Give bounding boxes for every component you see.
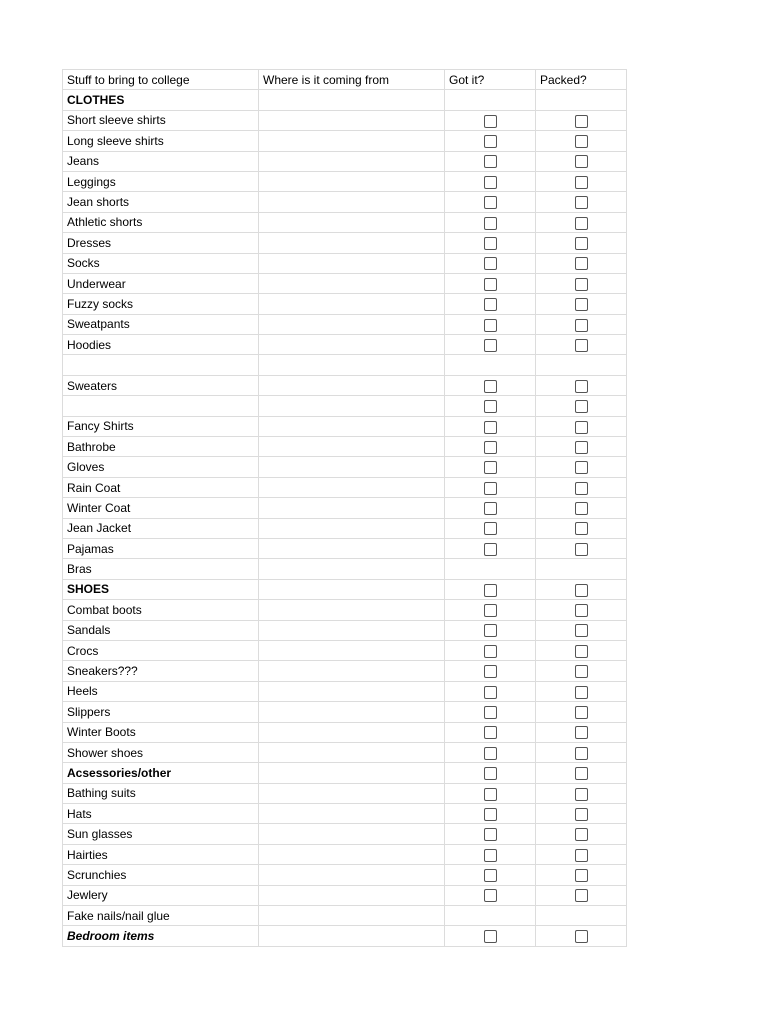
source-cell[interactable] (259, 90, 445, 110)
table-row (63, 477, 627, 497)
item-cell[interactable]: Socks (63, 253, 259, 273)
packed-cell[interactable] (536, 518, 627, 538)
got-checkbox[interactable] (484, 278, 497, 291)
packed-cell[interactable] (536, 90, 627, 110)
source-cell[interactable] (259, 722, 445, 742)
got-checkbox[interactable] (484, 421, 497, 434)
got-cell[interactable] (445, 926, 536, 946)
table-row (63, 110, 627, 130)
packed-checkbox[interactable] (575, 502, 588, 515)
got-cell[interactable] (445, 865, 536, 885)
got-cell[interactable] (445, 396, 536, 416)
got-cell[interactable] (445, 681, 536, 701)
source-cell[interactable] (259, 906, 445, 926)
item-cell[interactable]: Hairties (63, 844, 259, 864)
packed-cell[interactable] (536, 151, 627, 171)
packed-cell[interactable] (536, 477, 627, 497)
item-cell[interactable]: Sweaters (63, 375, 259, 395)
source-cell[interactable] (259, 355, 445, 375)
got-checkbox[interactable] (484, 788, 497, 801)
got-checkbox[interactable] (484, 726, 497, 739)
packed-checkbox[interactable] (575, 747, 588, 760)
got-checkbox[interactable] (484, 502, 497, 515)
table-row (63, 579, 627, 599)
got-cell[interactable] (445, 273, 536, 293)
source-cell[interactable] (259, 926, 445, 946)
packed-cell[interactable] (536, 661, 627, 681)
packed-checkbox[interactable] (575, 522, 588, 535)
packed-cell[interactable] (536, 885, 627, 905)
item-cell[interactable]: Fake nails/nail glue (63, 906, 259, 926)
header-source[interactable]: Where is it coming from (259, 70, 445, 90)
packed-cell[interactable] (536, 335, 627, 355)
got-checkbox[interactable] (484, 686, 497, 699)
packed-checkbox[interactable] (575, 237, 588, 250)
packed-checkbox[interactable] (575, 339, 588, 352)
packed-cell[interactable] (536, 763, 627, 783)
item-cell[interactable]: Fuzzy socks (63, 294, 259, 314)
table-row (63, 620, 627, 640)
packed-cell[interactable] (536, 294, 627, 314)
got-cell[interactable] (445, 335, 536, 355)
packed-checkbox[interactable] (575, 788, 588, 801)
packed-checkbox[interactable] (575, 135, 588, 148)
table-row (63, 906, 627, 926)
got-checkbox[interactable] (484, 767, 497, 780)
got-checkbox[interactable] (484, 604, 497, 617)
item-cell[interactable]: Jewlery (63, 885, 259, 905)
packed-cell[interactable] (536, 702, 627, 722)
item-cell[interactable]: Short sleeve shirts (63, 110, 259, 130)
item-cell[interactable]: Underwear (63, 273, 259, 293)
source-cell[interactable] (259, 681, 445, 701)
packed-checkbox[interactable] (575, 726, 588, 739)
source-cell[interactable] (259, 620, 445, 640)
packed-checkbox[interactable] (575, 686, 588, 699)
packed-checkbox[interactable] (575, 257, 588, 270)
item-cell[interactable]: Winter Boots (63, 722, 259, 742)
packed-checkbox[interactable] (575, 767, 588, 780)
packed-cell[interactable] (536, 437, 627, 457)
item-cell[interactable]: Hats (63, 804, 259, 824)
item-cell[interactable]: Dresses (63, 233, 259, 253)
got-checkbox[interactable] (484, 298, 497, 311)
table-row (63, 294, 627, 314)
packed-cell[interactable] (536, 253, 627, 273)
packed-cell[interactable] (536, 926, 627, 946)
packed-cell[interactable] (536, 131, 627, 151)
packed-checkbox[interactable] (575, 400, 588, 413)
packed-cell[interactable] (536, 171, 627, 191)
packed-checkbox[interactable] (575, 115, 588, 128)
table-row (63, 314, 627, 334)
got-checkbox[interactable] (484, 319, 497, 332)
packed-cell[interactable] (536, 783, 627, 803)
packed-checkbox[interactable] (575, 584, 588, 597)
got-checkbox[interactable] (484, 339, 497, 352)
packed-cell[interactable] (536, 804, 627, 824)
header-packed[interactable]: Packed? (536, 70, 627, 90)
source-cell[interactable] (259, 824, 445, 844)
packed-checkbox[interactable] (575, 441, 588, 454)
packed-checkbox[interactable] (575, 298, 588, 311)
packed-checkbox[interactable] (575, 217, 588, 230)
source-cell[interactable] (259, 844, 445, 864)
source-cell[interactable] (259, 437, 445, 457)
got-checkbox[interactable] (484, 196, 497, 209)
got-cell[interactable] (445, 437, 536, 457)
got-checkbox[interactable] (484, 645, 497, 658)
table-row (63, 90, 627, 110)
item-cell[interactable]: Bras (63, 559, 259, 579)
item-cell[interactable]: Bedroom items (63, 926, 259, 946)
got-checkbox[interactable] (484, 155, 497, 168)
packed-checkbox[interactable] (575, 808, 588, 821)
got-checkbox[interactable] (484, 217, 497, 230)
got-checkbox[interactable] (484, 461, 497, 474)
got-cell[interactable] (445, 559, 536, 579)
packed-cell[interactable] (536, 396, 627, 416)
table-row (63, 335, 627, 355)
packed-cell[interactable] (536, 375, 627, 395)
got-cell[interactable] (445, 824, 536, 844)
table-row (63, 151, 627, 171)
item-cell[interactable]: Bathing suits (63, 783, 259, 803)
table-row (63, 681, 627, 701)
source-cell[interactable] (259, 253, 445, 273)
item-cell[interactable]: Crocs (63, 640, 259, 660)
source-cell[interactable] (259, 865, 445, 885)
source-cell[interactable] (259, 375, 445, 395)
source-cell[interactable] (259, 171, 445, 191)
table-row (63, 661, 627, 681)
got-cell[interactable] (445, 498, 536, 518)
item-cell[interactable]: Slippers (63, 702, 259, 722)
item-cell[interactable]: Rain Coat (63, 477, 259, 497)
source-cell[interactable] (259, 151, 445, 171)
source-cell[interactable] (259, 538, 445, 558)
packed-checkbox[interactable] (575, 645, 588, 658)
table-row (63, 253, 627, 273)
table-row (63, 640, 627, 660)
got-cell[interactable] (445, 742, 536, 762)
source-cell[interactable] (259, 396, 445, 416)
got-cell[interactable] (445, 90, 536, 110)
got-checkbox[interactable] (484, 441, 497, 454)
packed-checkbox[interactable] (575, 665, 588, 678)
packing-list-table (62, 69, 627, 947)
packed-cell[interactable] (536, 559, 627, 579)
item-cell[interactable]: SHOES (63, 579, 259, 599)
packed-checkbox[interactable] (575, 461, 588, 474)
packed-cell[interactable] (536, 538, 627, 558)
item-cell[interactable]: Leggings (63, 171, 259, 191)
item-cell[interactable]: Combat boots (63, 600, 259, 620)
source-cell[interactable] (259, 804, 445, 824)
item-cell[interactable]: Winter Coat (63, 498, 259, 518)
table-row (63, 804, 627, 824)
item-cell[interactable]: Hoodies (63, 335, 259, 355)
got-cell[interactable] (445, 620, 536, 640)
item-cell[interactable] (63, 355, 259, 375)
packed-cell[interactable] (536, 233, 627, 253)
table-row (63, 131, 627, 151)
got-checkbox[interactable] (484, 380, 497, 393)
table-row (63, 742, 627, 762)
got-checkbox[interactable] (484, 543, 497, 556)
got-cell[interactable] (445, 314, 536, 334)
got-cell[interactable] (445, 518, 536, 538)
got-cell[interactable] (445, 702, 536, 722)
got-cell[interactable] (445, 294, 536, 314)
packed-cell[interactable] (536, 640, 627, 660)
table-row (63, 885, 627, 905)
source-cell[interactable] (259, 192, 445, 212)
packed-checkbox[interactable] (575, 176, 588, 189)
header-got[interactable]: Got it? (445, 70, 536, 90)
table-row (63, 171, 627, 191)
table-row (63, 763, 627, 783)
got-checkbox[interactable] (484, 400, 497, 413)
table-row (63, 437, 627, 457)
packed-cell[interactable] (536, 273, 627, 293)
source-cell[interactable] (259, 498, 445, 518)
packed-checkbox[interactable] (575, 604, 588, 617)
packed-checkbox[interactable] (575, 930, 588, 943)
packed-checkbox[interactable] (575, 624, 588, 637)
item-cell[interactable]: Gloves (63, 457, 259, 477)
table-row (63, 518, 627, 538)
item-cell[interactable]: Jeans (63, 151, 259, 171)
item-cell[interactable]: Scrunchies (63, 865, 259, 885)
got-cell[interactable] (445, 804, 536, 824)
packed-cell[interactable] (536, 110, 627, 130)
packed-cell[interactable] (536, 416, 627, 436)
got-checkbox[interactable] (484, 808, 497, 821)
table-row (63, 600, 627, 620)
item-cell[interactable]: Sandals (63, 620, 259, 640)
got-checkbox[interactable] (484, 176, 497, 189)
got-cell[interactable] (445, 253, 536, 273)
table-row (63, 375, 627, 395)
table-row (63, 233, 627, 253)
source-cell[interactable] (259, 335, 445, 355)
table-row (63, 844, 627, 864)
got-checkbox[interactable] (484, 624, 497, 637)
item-cell[interactable]: Sun glasses (63, 824, 259, 844)
got-cell[interactable] (445, 722, 536, 742)
table-row (63, 538, 627, 558)
packed-checkbox[interactable] (575, 155, 588, 168)
item-cell[interactable]: Fancy Shirts (63, 416, 259, 436)
got-checkbox[interactable] (484, 237, 497, 250)
packed-cell[interactable] (536, 579, 627, 599)
packed-checkbox[interactable] (575, 543, 588, 556)
source-cell[interactable] (259, 885, 445, 905)
packed-checkbox[interactable] (575, 849, 588, 862)
got-checkbox[interactable] (484, 257, 497, 270)
packed-cell[interactable] (536, 865, 627, 885)
packed-cell[interactable] (536, 457, 627, 477)
table-row (63, 396, 627, 416)
got-checkbox[interactable] (484, 482, 497, 495)
got-cell[interactable] (445, 477, 536, 497)
got-cell[interactable] (445, 906, 536, 926)
packed-checkbox[interactable] (575, 869, 588, 882)
got-cell[interactable] (445, 171, 536, 191)
got-cell[interactable] (445, 151, 536, 171)
table-row (63, 355, 627, 375)
got-checkbox[interactable] (484, 115, 497, 128)
source-cell[interactable] (259, 131, 445, 151)
item-cell[interactable]: Acsessories/other (63, 763, 259, 783)
got-checkbox[interactable] (484, 584, 497, 597)
got-cell[interactable] (445, 844, 536, 864)
packed-checkbox[interactable] (575, 706, 588, 719)
item-cell[interactable]: Sneakers??? (63, 661, 259, 681)
source-cell[interactable] (259, 518, 445, 538)
got-cell[interactable] (445, 600, 536, 620)
packed-checkbox[interactable] (575, 482, 588, 495)
got-cell[interactable] (445, 783, 536, 803)
packed-cell[interactable] (536, 906, 627, 926)
table-row (63, 926, 627, 946)
source-cell[interactable] (259, 661, 445, 681)
got-checkbox[interactable] (484, 930, 497, 943)
packed-cell[interactable] (536, 722, 627, 742)
got-cell[interactable] (445, 355, 536, 375)
got-cell[interactable] (445, 375, 536, 395)
packed-checkbox[interactable] (575, 889, 588, 902)
packed-checkbox[interactable] (575, 319, 588, 332)
packed-cell[interactable] (536, 192, 627, 212)
got-cell[interactable] (445, 457, 536, 477)
got-cell[interactable] (445, 110, 536, 130)
got-checkbox[interactable] (484, 889, 497, 902)
table-row (63, 212, 627, 232)
table-row (63, 498, 627, 518)
got-cell[interactable] (445, 233, 536, 253)
source-cell[interactable] (259, 742, 445, 762)
table-row (63, 783, 627, 803)
got-cell[interactable] (445, 640, 536, 660)
got-checkbox[interactable] (484, 522, 497, 535)
got-cell[interactable] (445, 538, 536, 558)
packed-cell[interactable] (536, 742, 627, 762)
got-checkbox[interactable] (484, 135, 497, 148)
source-cell[interactable] (259, 110, 445, 130)
item-cell[interactable]: Long sleeve shirts (63, 131, 259, 151)
table-row (63, 457, 627, 477)
item-cell[interactable]: Jean shorts (63, 192, 259, 212)
source-cell[interactable] (259, 212, 445, 232)
source-cell[interactable] (259, 783, 445, 803)
source-cell[interactable] (259, 559, 445, 579)
source-cell[interactable] (259, 457, 445, 477)
source-cell[interactable] (259, 294, 445, 314)
source-cell[interactable] (259, 416, 445, 436)
source-cell[interactable] (259, 763, 445, 783)
packed-cell[interactable] (536, 824, 627, 844)
item-cell[interactable]: Heels (63, 681, 259, 701)
packed-cell[interactable] (536, 600, 627, 620)
got-cell[interactable] (445, 885, 536, 905)
got-checkbox[interactable] (484, 706, 497, 719)
item-cell[interactable]: Sweatpants (63, 314, 259, 334)
packed-cell[interactable] (536, 314, 627, 334)
item-cell[interactable]: Athletic shorts (63, 212, 259, 232)
header-item[interactable]: Stuff to bring to college (63, 70, 259, 90)
got-checkbox[interactable] (484, 869, 497, 882)
got-cell[interactable] (445, 579, 536, 599)
packed-cell[interactable] (536, 212, 627, 232)
got-cell[interactable] (445, 192, 536, 212)
packed-checkbox[interactable] (575, 196, 588, 209)
packed-cell[interactable] (536, 498, 627, 518)
table-row (63, 273, 627, 293)
table-row (63, 192, 627, 212)
table-row (63, 559, 627, 579)
got-checkbox[interactable] (484, 849, 497, 862)
packed-cell[interactable] (536, 681, 627, 701)
got-checkbox[interactable] (484, 747, 497, 760)
packed-checkbox[interactable] (575, 421, 588, 434)
item-cell[interactable]: Shower shoes (63, 742, 259, 762)
got-cell[interactable] (445, 661, 536, 681)
source-cell[interactable] (259, 702, 445, 722)
got-cell[interactable] (445, 416, 536, 436)
item-cell[interactable]: Bathrobe (63, 437, 259, 457)
got-cell[interactable] (445, 763, 536, 783)
source-cell[interactable] (259, 273, 445, 293)
item-cell[interactable]: Pajamas (63, 538, 259, 558)
item-cell[interactable]: CLOTHES (63, 90, 259, 110)
source-cell[interactable] (259, 579, 445, 599)
packed-checkbox[interactable] (575, 380, 588, 393)
got-cell[interactable] (445, 131, 536, 151)
packed-cell[interactable] (536, 844, 627, 864)
table-row (63, 702, 627, 722)
item-cell[interactable] (63, 396, 259, 416)
source-cell[interactable] (259, 477, 445, 497)
source-cell[interactable] (259, 233, 445, 253)
got-checkbox[interactable] (484, 665, 497, 678)
table-row (63, 722, 627, 742)
packed-cell[interactable] (536, 620, 627, 640)
header-row (63, 70, 627, 90)
packed-cell[interactable] (536, 355, 627, 375)
table-row (63, 865, 627, 885)
table-row (63, 416, 627, 436)
source-cell[interactable] (259, 640, 445, 660)
got-checkbox[interactable] (484, 828, 497, 841)
packed-checkbox[interactable] (575, 828, 588, 841)
table-row (63, 824, 627, 844)
source-cell[interactable] (259, 314, 445, 334)
packed-checkbox[interactable] (575, 278, 588, 291)
got-cell[interactable] (445, 212, 536, 232)
item-cell[interactable]: Jean Jacket (63, 518, 259, 538)
source-cell[interactable] (259, 600, 445, 620)
